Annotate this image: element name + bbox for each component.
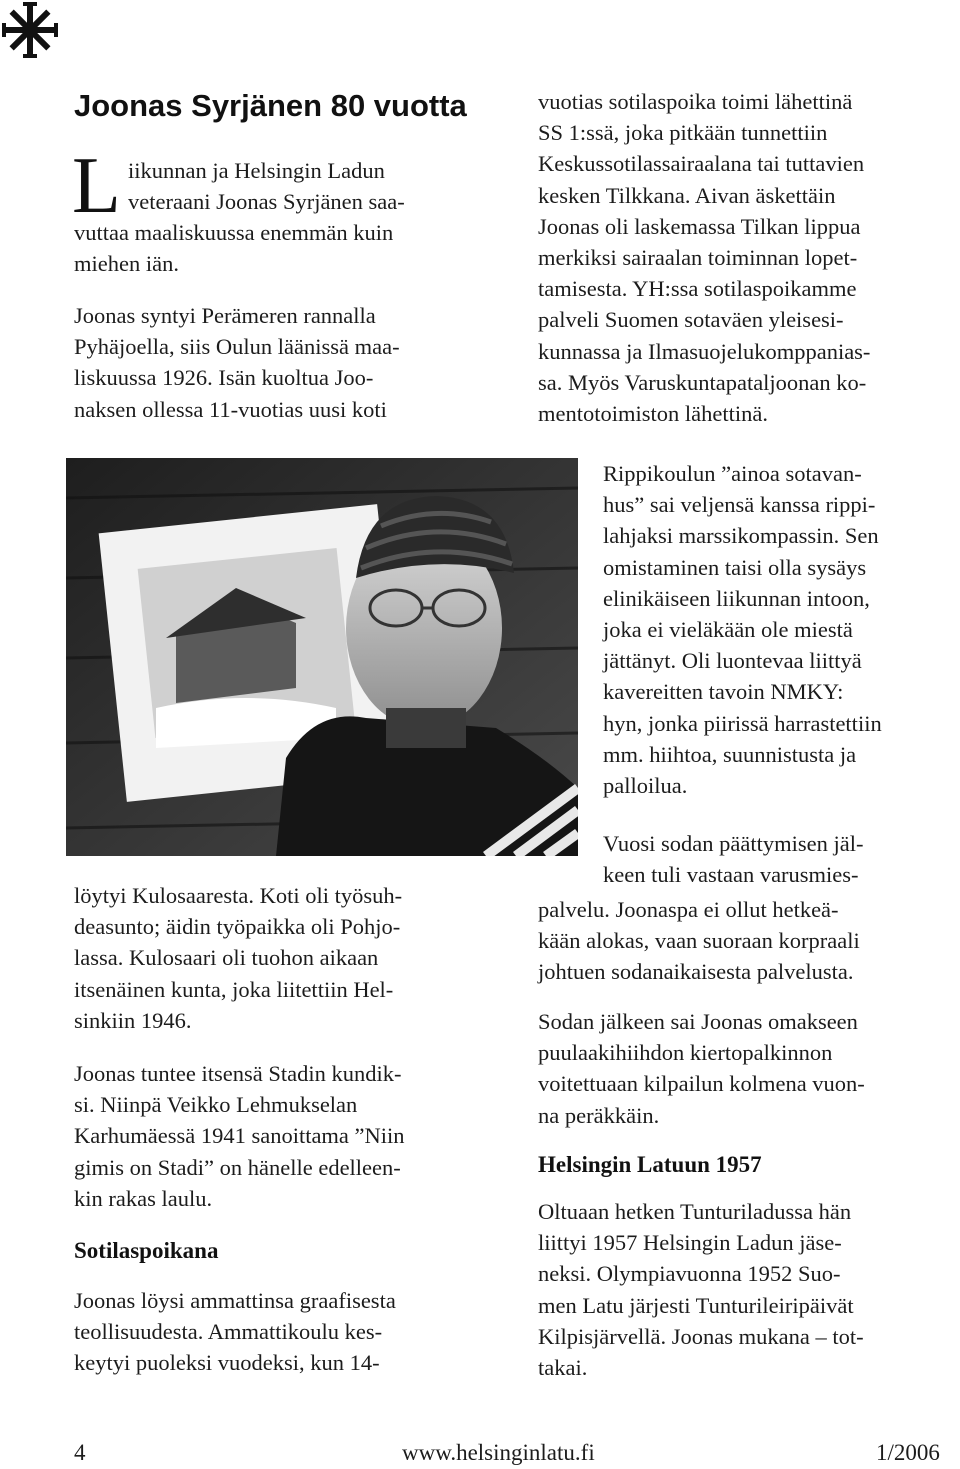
text-line: elinikäiseen liikunnan intoon, (603, 585, 870, 611)
text-line: Joonas oli laskemassa Tilkan lippua (538, 213, 861, 239)
text-line: joka ei vieläkään ole miestä (603, 617, 853, 643)
text-line: mentotoimiston lähettinä. (538, 401, 768, 427)
text-line: kavereitten tavoin NMKY: (603, 679, 844, 705)
text-line: lassa. Kulosaari oli tuohon aikaan (74, 945, 379, 971)
text-line: Joonas tuntee itsensä Stadin kundik- (74, 1061, 402, 1086)
intro-paragraph-cont (74, 217, 393, 279)
issue-number: 1/2006 (876, 1440, 940, 1465)
paragraph-ammatti (74, 1285, 396, 1379)
text-line: gimis on Stadi” on hänelle edelleen- (74, 1154, 401, 1180)
text-line: iikunnan ja Helsingin Ladun (128, 158, 385, 183)
text-line: omistaminen taisi olla sysäys (603, 554, 867, 580)
portrait-photo (66, 458, 578, 856)
text-line: naksen ollessa 11-vuotias uusi koti (74, 396, 387, 422)
text-line: miehen iän. (74, 251, 179, 277)
website-link[interactable]: www.helsinginlatu.fi (402, 1440, 595, 1465)
text-line: sa. Myös Varuskuntapataljoonan ko- (538, 369, 867, 395)
text-line: SS 1:ssä, joka pitkään tunnettiin (538, 120, 828, 146)
text-line: na peräkkäin. (538, 1102, 660, 1128)
text-line: keen tuli vastaan varusmies- (603, 862, 859, 888)
subheading-sotilaspoikana: Sotilaspoikana (74, 1238, 219, 1263)
text-line: Pyhäjoella, siis Oulun läänissä maa- (74, 334, 400, 360)
page-number: 4 (74, 1440, 86, 1465)
text-line: liskuussa 1926. Isän kuoltua Joo- (74, 365, 374, 391)
text-line: mm. hiihtoa, suunnistusta ja (603, 741, 857, 767)
text-line: palveli Suomen sotaväen yleisesi- (538, 307, 844, 333)
paragraph-sotilaspoika (538, 86, 870, 429)
text-line: itsenäinen kunta, joka liitettiin Hel- (74, 976, 394, 1002)
drop-cap: L (72, 142, 121, 230)
paragraph-puulaaki (538, 1006, 865, 1131)
paragraph-kulosaari (74, 880, 402, 1036)
article-title: Joonas Syrjänen 80 vuotta (74, 88, 467, 123)
text-line: palvelu. Joonaspa ei ollut hetkeä- (538, 897, 839, 922)
paragraph-varusmies (603, 828, 863, 890)
text-line: johtuen sodanaikaisesta palvelusta. (538, 959, 854, 985)
text-line: tamisesta. YH:ssa sotilaspoikamme (538, 276, 857, 302)
text-line: teollisuudesta. Ammattikoulu kes- (74, 1319, 383, 1345)
text-line: jättänyt. Oli luontevaa liittyä (603, 648, 862, 674)
text-line: si. Niinpä Veikko Lehmukselan (74, 1092, 358, 1118)
text-line: voitettuaan kilpailun kolmena vuon- (538, 1071, 865, 1097)
paragraph-birth (74, 300, 400, 425)
text-line: lahjaksi marssikompassin. Sen (603, 523, 879, 549)
text-line: Keskussotilassairaalana tai tuttavien (538, 151, 865, 177)
paragraph-tunturilatu (538, 1196, 864, 1383)
intro-paragraph (128, 155, 405, 217)
text-line: merkiksi sairaalan toiminnan lopet- (538, 245, 858, 271)
text-line: Joonas syntyi Perämeren rannalla (74, 303, 376, 328)
text-line: kunnassa ja Ilmasuojelukomppanias- (538, 338, 871, 364)
text-line: sinkiin 1946. (74, 1007, 192, 1033)
text-line: löytyi Kulosaaresta. Koti oli työsuh- (74, 883, 403, 908)
text-line: Sodan jälkeen sai Joonas omakseen (538, 1009, 858, 1034)
text-line: hyn, jonka piirissä harrastettiin (603, 710, 882, 736)
text-line: men Latu järjesti Tunturileiripäivät (538, 1292, 854, 1318)
text-line: palloilua. (603, 773, 688, 799)
text-line: kään alokas, vaan suoraan korpraali (538, 928, 860, 954)
text-line: Karhumäessä 1941 sanoittama ”Niin (74, 1123, 405, 1149)
text-line: kesken Tilkkana. Aivan äskettäin (538, 182, 836, 208)
text-line: kin rakas laulu. (74, 1185, 213, 1211)
text-line: Joonas löysi ammattinsa graafisesta (74, 1288, 396, 1313)
text-line: hus” sai veljensä kanssa rippi- (603, 492, 876, 518)
text-line: Kilpisjärvellä. Joonas mukana – tot- (538, 1323, 864, 1349)
paragraph-rippikoulu (603, 458, 882, 801)
text-line: Rippikoulun ”ainoa sotavan- (603, 461, 862, 486)
text-line: veteraani Joonas Syrjänen saa- (128, 189, 405, 215)
text-line: neksi. Olympiavuonna 1952 Suo- (538, 1261, 841, 1287)
text-line: puulaakihiihdon kiertopalkinnon (538, 1040, 833, 1066)
subheading-helsingin-latuun: Helsingin Latuun 1957 (538, 1152, 762, 1177)
text-line: liittyi 1957 Helsingin Ladun jäse- (538, 1230, 842, 1256)
paragraph-varusmies-cont (538, 894, 860, 988)
text-line: keytyi puoleksi vuodeksi, kun 14- (74, 1350, 380, 1376)
text-line: vuttaa maaliskuussa enemmän kuin (74, 220, 394, 245)
text-line: Vuosi sodan päättymisen jäl- (603, 831, 864, 856)
snowflake-logo-icon (0, 0, 60, 60)
text-line: vuotias sotilaspoika toimi lähettinä (538, 89, 853, 114)
text-line: Oltuaan hetken Tunturiladussa hän (538, 1199, 852, 1224)
paragraph-stadi (74, 1058, 405, 1214)
text-line: deasunto; äidin työpaikka oli Pohjo- (74, 914, 401, 940)
text-line: takai. (538, 1355, 588, 1381)
